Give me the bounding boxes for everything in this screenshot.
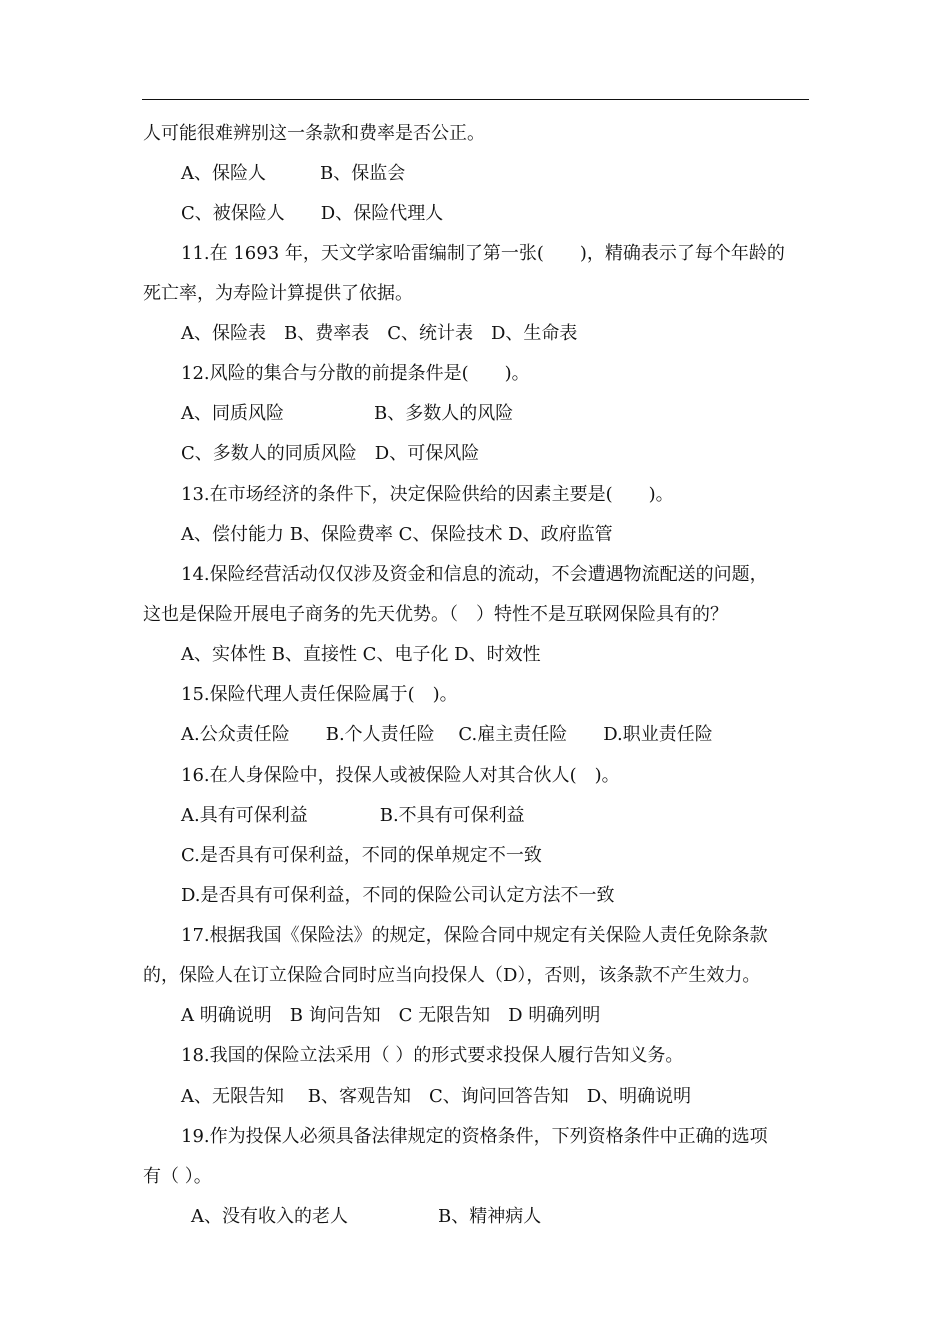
- option-line: A、无限告知 B、客观告知 C、询问回答告知 D、明确说明: [181, 1086, 692, 1107]
- question-13: 13.在市场经济的条件下，决定保险供给的因素主要是( )。: [181, 484, 674, 505]
- question-14: 14.保险经营活动仅仅涉及资金和信息的流动，不会遭遇物流配送的问题，: [181, 564, 768, 585]
- option-line: A.具有可保利益 B.不具有可保利益: [181, 805, 525, 826]
- text-line: 人可能很难辨别这一条款和费率是否公正。: [143, 123, 485, 144]
- option-line: A、保险表 B、费率表 C、统计表 D、生命表: [181, 323, 578, 344]
- option-line: D.是否具有可保利益，不同的保险公司认定方法不一致: [181, 885, 615, 906]
- question-15: 15.保险代理人责任保险属于( )。: [181, 684, 458, 705]
- option-line: A、保险人 B、保监会: [181, 163, 406, 184]
- option-line: C、多数人的同质风险 D、可保风险: [181, 443, 480, 464]
- question-18: 18.我国的保险立法采用（ ）的形式要求投保人履行告知义务。: [181, 1045, 684, 1066]
- question-11: 11.在 1693 年，天文学家哈雷编制了第一张( )，精确表示了每个年龄的: [181, 243, 785, 264]
- question-14-continued: 这也是保险开展电子商务的先天优势。（ ）特性不是互联网保险具有的？: [143, 604, 728, 625]
- question-12: 12.风险的集合与分散的前提条件是( )。: [181, 363, 530, 384]
- option-line: A、实体性 B、直接性 C、电子化 D、时效性: [181, 644, 541, 665]
- question-19-continued: 有（ ）。: [143, 1166, 212, 1187]
- option-line: A 明确说明 B 询问告知 C 无限告知 D 明确列明: [181, 1005, 601, 1026]
- question-17-continued: 的，保险人在订立保险合同时应当向投保人（D），否则，该条款不产生效力。: [143, 965, 761, 986]
- option-line: A、同质风险 B、多数人的风险: [181, 403, 514, 424]
- question-16: 16.在人身保险中，投保人或被保险人对其合伙人( )。: [181, 765, 620, 786]
- option-line: C、被保险人 D、保险代理人: [181, 203, 444, 224]
- question-11-continued: 死亡率，为寿险计算提供了依据。: [143, 283, 413, 304]
- option-line: A、没有收入的老人 B、精神病人: [191, 1206, 542, 1227]
- header-rule: [142, 99, 809, 100]
- option-line: A.公众责任险 B.个人责任险 C.雇主责任险 D.职业责任险: [181, 724, 713, 745]
- option-line: C.是否具有可保利益，不同的保单规定不一致: [181, 845, 542, 866]
- question-19: 19.作为投保人必须具备法律规定的资格条件，下列资格条件中正确的选项: [181, 1126, 768, 1147]
- question-17: 17.根据我国《保险法》的规定，保险合同中规定有关保险人责任免除条款: [181, 925, 768, 946]
- option-line: A、偿付能力 B、保险费率 C、保险技术 D、政府监管: [181, 524, 613, 545]
